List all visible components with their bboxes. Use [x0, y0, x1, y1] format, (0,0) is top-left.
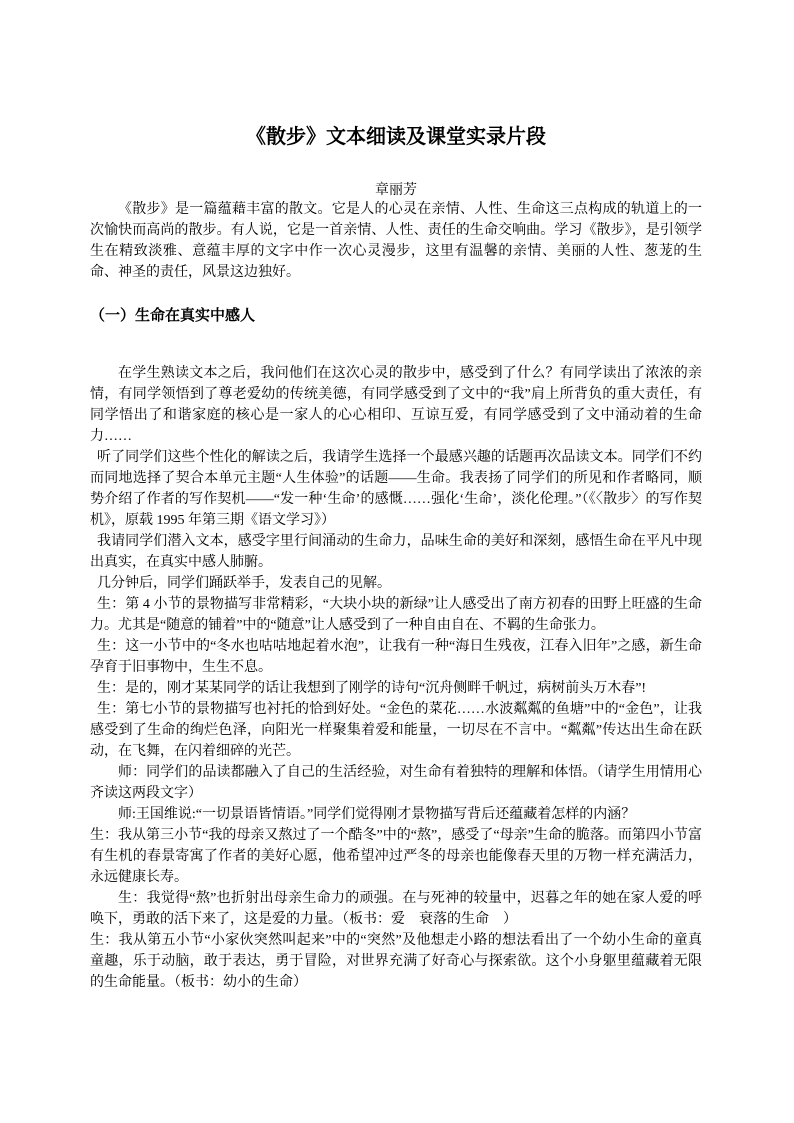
paragraph-student-section7: 生：第七小节的景物描写也衬托的恰到好处。“金色的菜花……水波粼粼的鱼塘”中的“金色”，让我感受到了生命的绚烂色泽，向阳光一样聚集着爱和能量，一切尽在不言中。“粼粼”传达出生命在跃动，在飞舞，在闪着细碎的光芒。 [90, 702, 702, 759]
paragraph-student-ao-mother: 生：我从第三小节“我的母亲又熬过了一个酷冬”中的“熬”，感受了“母亲”生命的脆落。而第四小节富有生机的春景寄寓了作者的美好心愿，他希望冲过严冬的母亲也能像春天里的万物一样充满活力，永远健康长寿。 [90, 828, 702, 885]
paragraph-teacher-wangguowei: 师:王国维说:“一切景语皆情语。”同学们觉得刚才景物描写背后还蕴藏着怎样的内涵？ [118, 807, 636, 822]
paragraph-student-ao-strength: 生：我觉得“熬”也折射出母亲生命力的顽强。在与死神的较量中，迟暮之年的她在家人爱的呼唤下，勇敢的活下来了，这是爱的力量。（板书：爱 衰落的生命 ） [90, 891, 702, 927]
paragraph-student-feelings: 在学生熟读文本之后，我问他们在这次心灵的散步中，感受到了什么？有同学读出了浓浓的亲情，有同学领悟到了尊老爱幼的传统美德，有同学感受到了文中的“我”肩上所背负的重大责任，有同学悟出了和谐家庭的核心是一家人的心心相印、互谅互爱，有同学感受到了文中涌动着的生命力…… [90, 366, 702, 444]
document-title: 《散步》文本细读及课堂实录片段 [246, 126, 546, 148]
paragraph-student-poem: 生：是的，刚才某某同学的话让我想到了刚学的诗句“沉舟侧畔千帆过，病树前头万木春”! [97, 681, 647, 696]
author-name: 章丽芳 [375, 183, 417, 198]
paragraph-student-little-boy: 生：我从第五小节“小家伙突然叫起来”中的“突然”及他想走小路的想法看出了一个幼小生命的童真童趣，乐于动脑，敢于表达，勇于冒险，对世界充满了好奇心与探索欲。这个小身躯里蕴藏着无限的生命能量。（板书：幼小的生命） [90, 933, 702, 990]
paragraph-student-winter-water: 生：这一小节中的“冬水也咕咕地起着水泡”，让我有一种“海日生残夜，江春入旧年”之感，新生命孕育于旧事物中，生生不息。 [90, 639, 702, 675]
section-one-heading: （一）生命在真实中感人 [90, 308, 256, 324]
paragraph-student-section4: 生：第 4 小节的景物描写非常精彩，“大块小块的新绿”让人感受出了南方初春的田野上旺盛的生命力。尤其是“随意的铺着”中的“随意”让人感受到了一种自由自在、不羁的生命张力。 [90, 597, 702, 633]
paragraph-raise-hands: 几分钟后，同学们踊跃举手，发表自己的见解。 [97, 576, 391, 591]
paragraph-dive-into-text: 我请同学们潜入文本，感受字里行间涌动的生命力，品味生命的美好和深刻，感悟生命在平凡中现出真实，在真实中感人肺腑。 [90, 534, 702, 570]
intro-paragraph: 《散步》是一篇蕴藉丰富的散文。它是人的心灵在亲情、人性、生命这三点构成的轨道上的一次愉快而高尚的散步。有人说，它是一首亲情、人性、责任的生命交响曲。学习《散步》，是引领学生在精致淡雅、意蕴丰厚的文字中作一次心灵漫步，这里有温馨的亲情、美丽的人性、葱茏的生命、神圣的责任，风景这边独好。 [90, 202, 702, 280]
paragraph-teacher-comment: 师：同学们的品读都融入了自己的生活经验，对生命有着独特的理解和体悟。（请学生用情用心齐读这两段文字） [90, 765, 702, 801]
paragraph-topic-selection: 听了同学们这些个性化的解读之后，我请学生选择一个最感兴趣的话题再次品读文本。同学们不约而同地选择了契合本单元主题“人生体验”的话题——生命。我表扬了同学们的所见和作者略同，顺势介绍了作者的写作契机——“发一种‘生命’的感慨……强化‘生命’，淡化伦理。”（《〈散步〉的写作契机》，原载 1995 年第三期《语文学习》） [90, 450, 702, 528]
